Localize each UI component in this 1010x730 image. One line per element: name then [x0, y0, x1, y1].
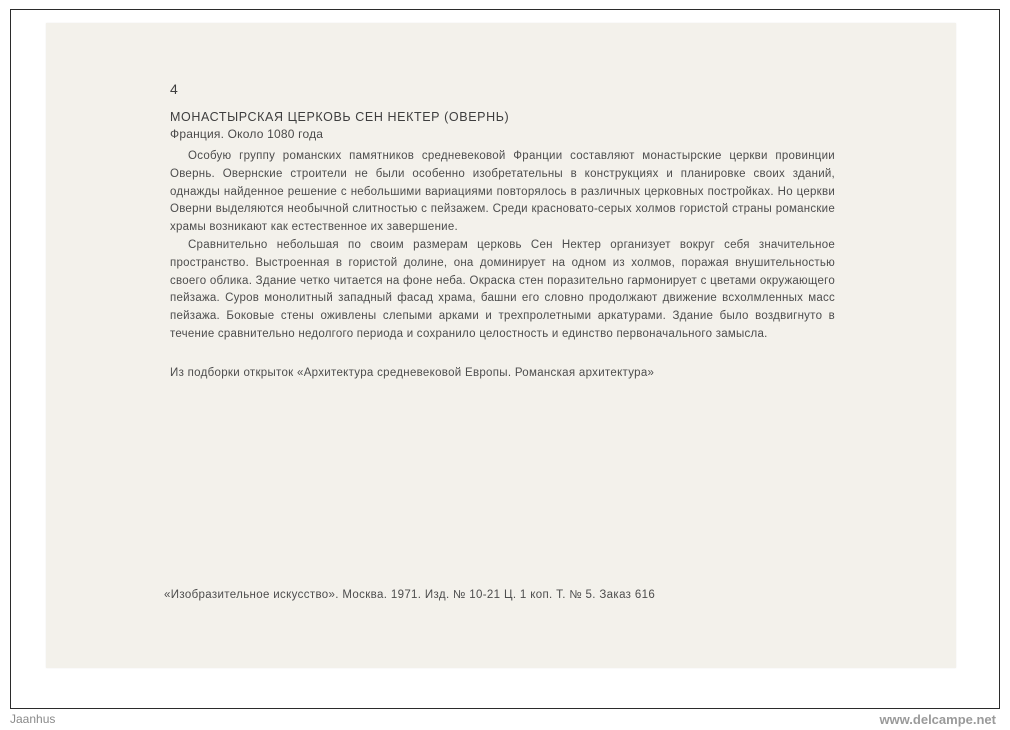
publisher-imprint: «Изобразительное искусство». Москва. 1971. Изд. № 10-21 Ц. 1 коп. Т. № 5. Заказ 616 — [164, 589, 656, 601]
card-subtitle: Франция. Около 1080 года — [170, 127, 324, 141]
postcard-back — [46, 23, 956, 668]
description-paragraph-2: Сравнительно небольшая по своим размерам церковь Сен Нектер организует вокруг себя значительное пространство. Выстроенная в гористой долине, она доминирует на одном из холмов, поражая внушительностью своего облика. Здание четко читается на фоне неба. Окраска стен поразительно гармонирует с цветами окружающего пейзажа. Суров монолитный западный фасад храма, башни его словно продолжают движение всхолмленных масс пейзажа. Боковые стены оживлены слепыми арками и трехпролетными аркатурами. Здание было воздвигнуто в течение сравнительно недолгого периода и сохранило целостность и единство первоначального замысла. — [170, 238, 835, 340]
card-number: 4 — [170, 81, 178, 97]
card-text-block — [170, 81, 835, 382]
seller-watermark: Jaanhus — [10, 712, 56, 726]
site-watermark: www.delcampe.net — [879, 712, 996, 727]
description-paragraph-1: Особую группу романских памятников средневековой Франции составляют монастырские церкви провинции Овернь. Овернские строители не были особенно изобретательны в конструкциях и планировке своих зданий, однажды найденное решение с небольшими вариациями повторялось в различных церковных постройках. Но церкви Оверни выделяются необычной слитностью с пейзажем. Среди красновато-серых холмов гористой страны романские храмы возникают как естественное их завершение. — [170, 150, 835, 234]
card-title: МОНАСТЫРСКАЯ ЦЕРКОВЬ СЕН НЕКТЕР (ОВЕРНЬ) — [170, 110, 510, 124]
series-source: Из подборки открыток «Архитектура средневековой Европы. Романская архитектура» — [170, 366, 655, 379]
